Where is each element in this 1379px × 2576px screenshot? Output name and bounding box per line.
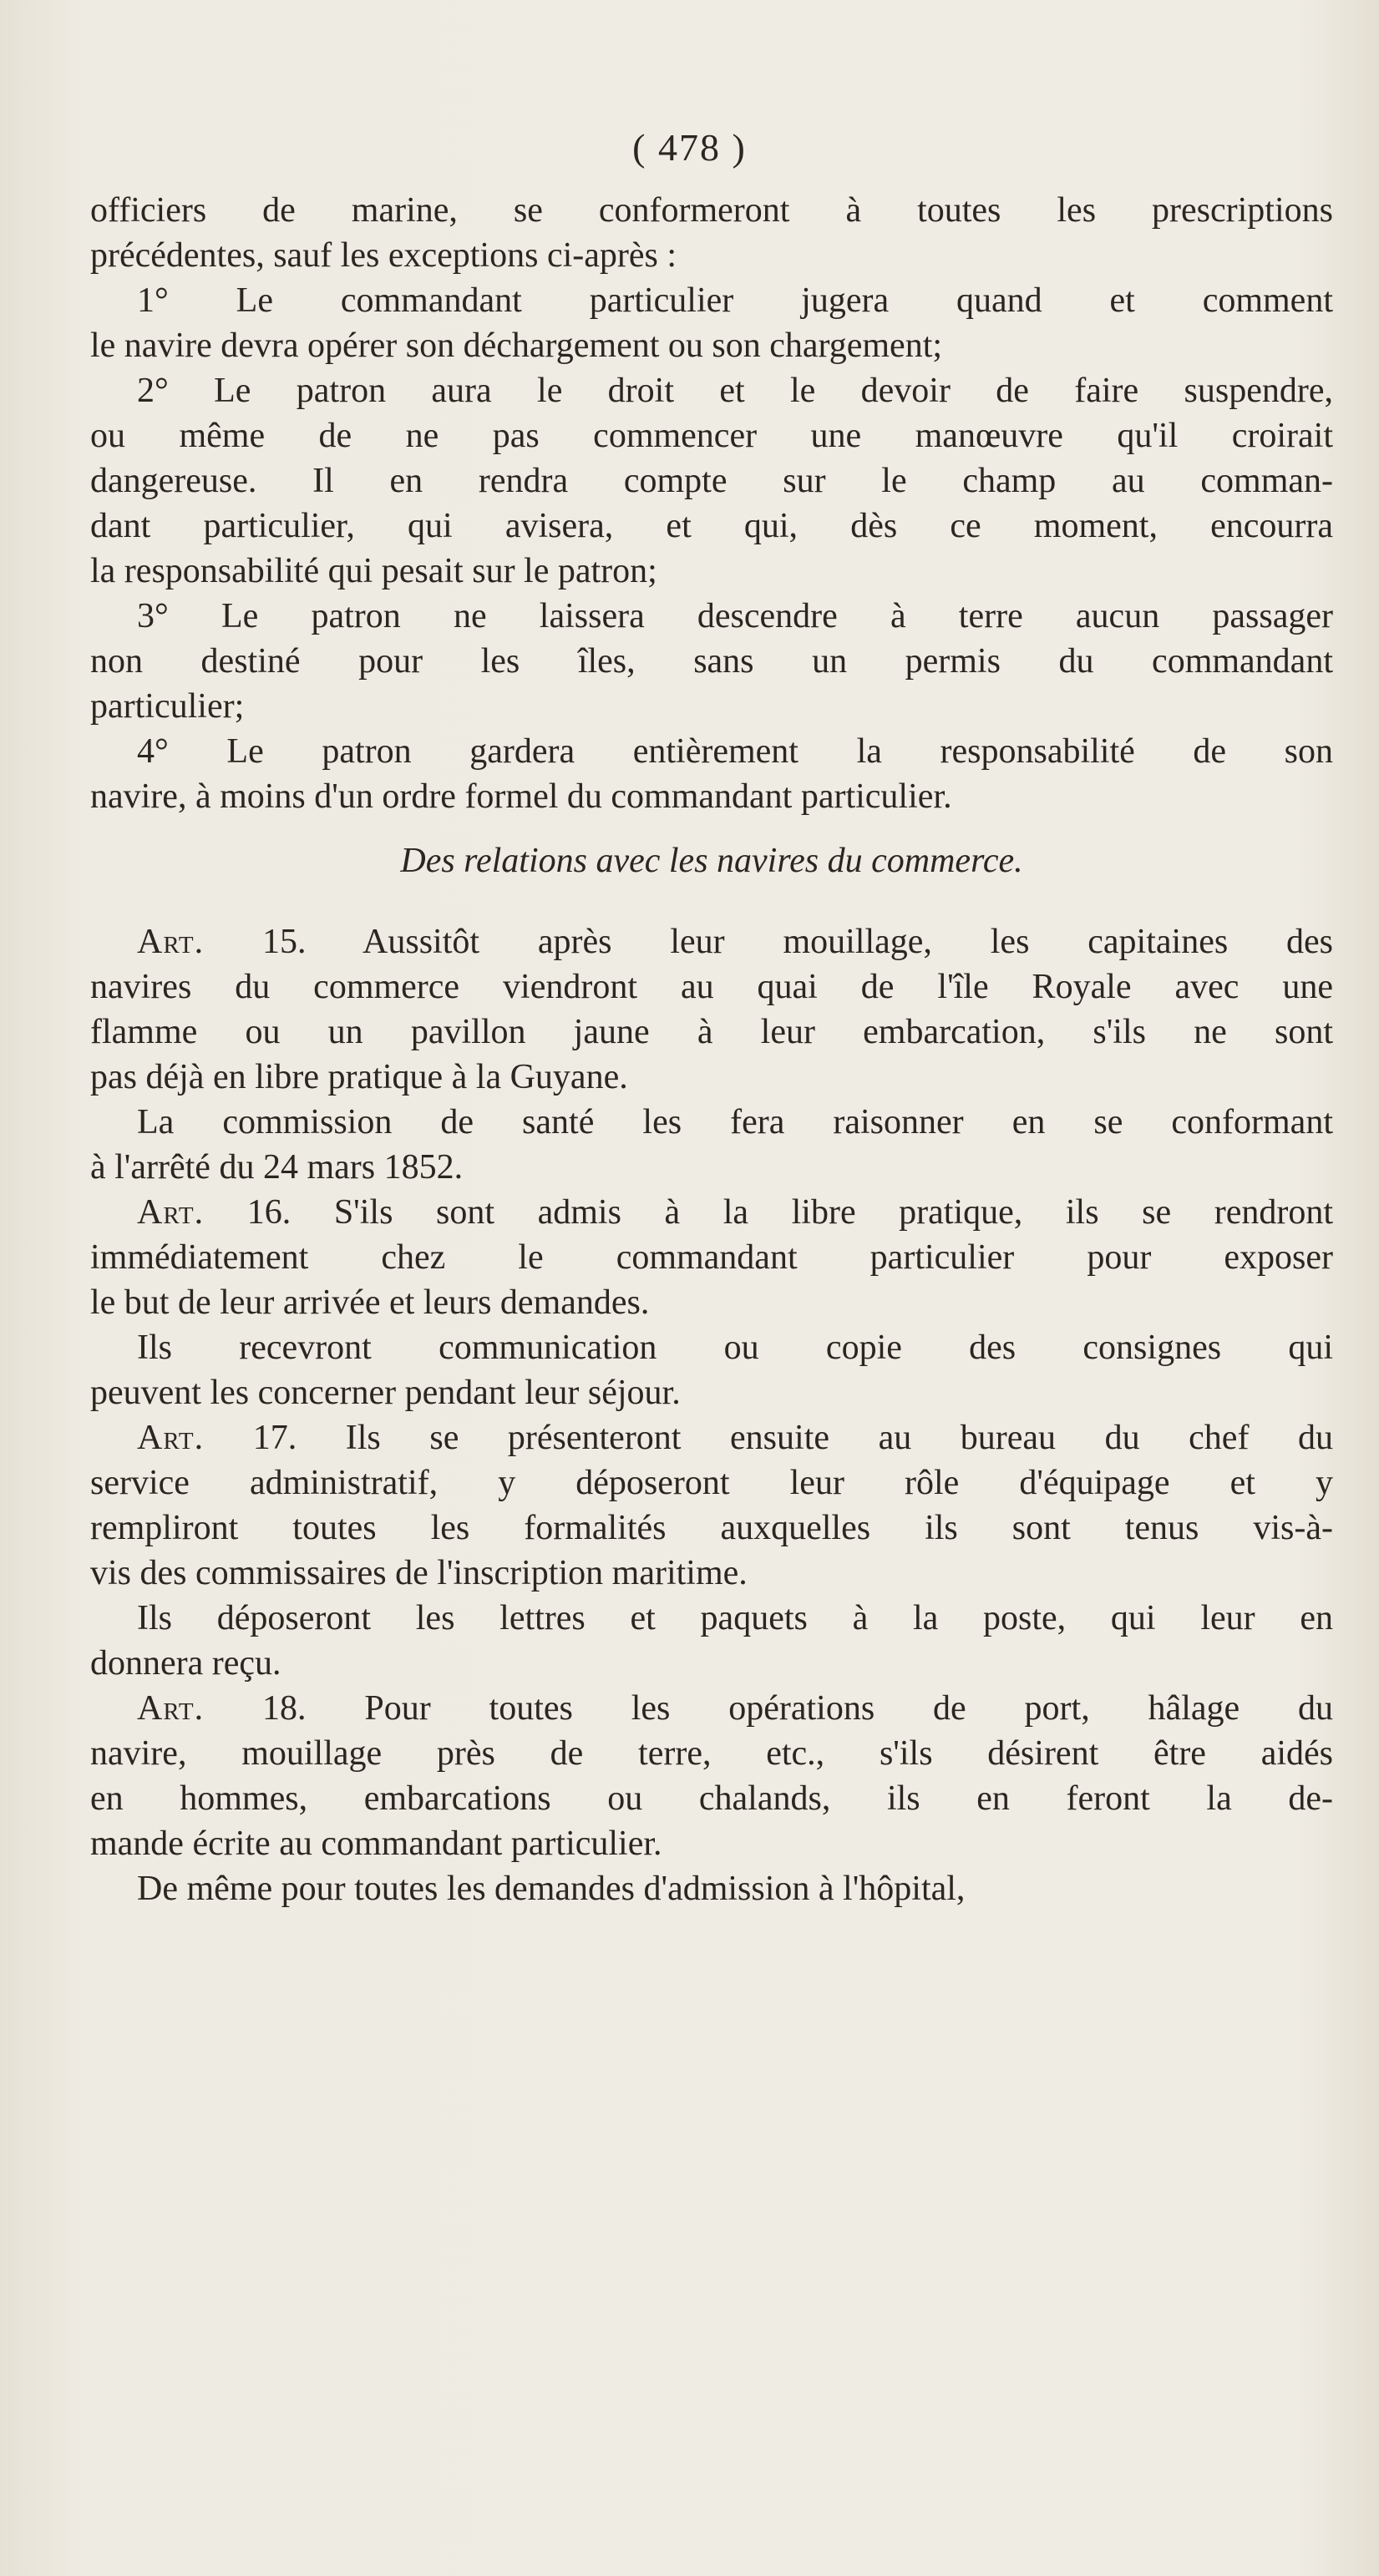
line-text: 16. S'ils sont admis à la libre pratique, ils se rendront (204, 1193, 1333, 1232)
text-line (90, 1821, 1333, 1866)
line-text: La commission de santé les fera raisonner en se conformant (137, 1103, 1333, 1141)
text-line (90, 1596, 1333, 1641)
line-text: en hommes, embarcations ou chalands, ils en feront la de- (90, 1779, 1333, 1818)
line-text: mande écrite au commandant particulier. (90, 1824, 662, 1863)
text-line (90, 1460, 1333, 1506)
text-line (90, 774, 1333, 819)
line-text: vis des commissaires de l'inscription maritime. (90, 1554, 748, 1592)
line-text: peuvent les concerner pendant leur séjour. (90, 1374, 681, 1412)
text-line (90, 919, 1333, 964)
line-text: Ils recevront communication ou copie des consignes qui (137, 1328, 1333, 1367)
line-text: flamme ou un pavillon jaune à leur embarcation, s'ils ne sont (90, 1013, 1333, 1051)
text-line (90, 458, 1333, 504)
line-text: 18. Pour toutes les opérations de port, hâlage du (204, 1689, 1333, 1728)
line-text: Ils déposeront les lettres et paquets à la poste, qui leur en (137, 1599, 1333, 1637)
line-text: à l'arrêté du 24 mars 1852. (90, 1148, 464, 1187)
text-line (90, 368, 1333, 413)
text-line (90, 639, 1333, 684)
text-section-after-heading (90, 919, 1333, 1911)
article-label: Art. (137, 1419, 205, 1457)
text-line (90, 1145, 1333, 1190)
text-line (90, 1776, 1333, 1821)
text-line (90, 1686, 1333, 1731)
text-line (90, 323, 1333, 368)
text-line (90, 1325, 1333, 1370)
line-text: dant particulier, qui avisera, et qui, dès ce moment, encourra (90, 507, 1333, 545)
line-text: 1° Le commandant particulier jugera quand et comment (137, 281, 1333, 320)
line-text: 17. Ils se présenteront ensuite au bureau du chef du (204, 1419, 1333, 1457)
line-text: navires du commerce viendront au quai de l'île Royale avec une (90, 968, 1333, 1006)
text-line (90, 964, 1333, 1010)
text-line (90, 1100, 1333, 1145)
heading-spacer (90, 903, 1333, 919)
text-line (90, 1866, 1333, 1911)
text-line (90, 1370, 1333, 1415)
line-text: navire, à moins d'un ordre formel du commandant particulier. (90, 777, 952, 816)
text-line (90, 1190, 1333, 1235)
line-text: service administratif, y déposeront leur rôle d'équipage et y (90, 1464, 1333, 1502)
line-text: particulier; (90, 687, 245, 726)
line-text: dangereuse. Il en rendra compte sur le champ au comman- (90, 462, 1333, 500)
text-line (90, 1641, 1333, 1686)
text-line (90, 504, 1333, 549)
line-text: 2° Le patron aura le droit et le devoir de faire suspendre, (137, 372, 1333, 410)
line-text: immédiatement chez le commandant particulier pour exposer (90, 1238, 1333, 1277)
text-line (90, 1506, 1333, 1551)
text-line (90, 684, 1333, 729)
article-label: Art. (137, 1193, 205, 1232)
article-label: Art. (137, 1689, 205, 1728)
line-text: le navire devra opérer son déchargement ou son chargement; (90, 326, 943, 365)
text-line (90, 549, 1333, 594)
body-text (90, 188, 1333, 1911)
line-text: la responsabilité qui pesait sur le patron; (90, 552, 657, 590)
line-text: donnera reçu. (90, 1644, 281, 1683)
section-heading: Des relations avec les navires du commerce. (400, 842, 1023, 880)
text-line (90, 1235, 1333, 1280)
line-text: rempliront toutes les formalités auxquelles ils sont tenus vis-à- (90, 1509, 1333, 1547)
line-text: navire, mouillage près de terre, etc., s'ils désirent être aidés (90, 1734, 1333, 1773)
text-line (90, 278, 1333, 323)
text-line (90, 413, 1333, 458)
article-label: Art. (137, 923, 205, 961)
line-text: précédentes, sauf les exceptions ci-après : (90, 236, 677, 275)
text-line (90, 1280, 1333, 1325)
text-line (90, 1415, 1333, 1460)
line-text: non destiné pour les îles, sans un permis du commandant (90, 642, 1333, 681)
text-line (90, 1551, 1333, 1596)
line-text: 4° Le patron gardera entièrement la responsabilité de son (137, 732, 1333, 771)
line-text: officiers de marine, se conformeront à toutes les prescriptions (90, 191, 1333, 230)
text-line (90, 188, 1333, 233)
page-number: ( 478 ) (632, 126, 747, 169)
text-section-before-heading (90, 188, 1333, 819)
text-line (90, 1055, 1333, 1100)
line-text: 15. Aussitôt après leur mouillage, les capitaines des (204, 923, 1333, 961)
line-text: De même pour toutes les demandes d'admission à l'hôpital, (137, 1870, 966, 1908)
line-text: 3° Le patron ne laissera descendre à terre aucun passager (137, 597, 1333, 635)
text-line (90, 1010, 1333, 1055)
line-text: pas déjà en libre pratique à la Guyane. (90, 1058, 628, 1096)
text-line (90, 729, 1333, 774)
line-text: le but de leur arrivée et leurs demandes. (90, 1283, 650, 1322)
text-line (90, 594, 1333, 639)
text-line (90, 233, 1333, 278)
text-line (90, 1731, 1333, 1776)
line-text: ou même de ne pas commencer une manœuvre qu'il croirait (90, 417, 1333, 455)
